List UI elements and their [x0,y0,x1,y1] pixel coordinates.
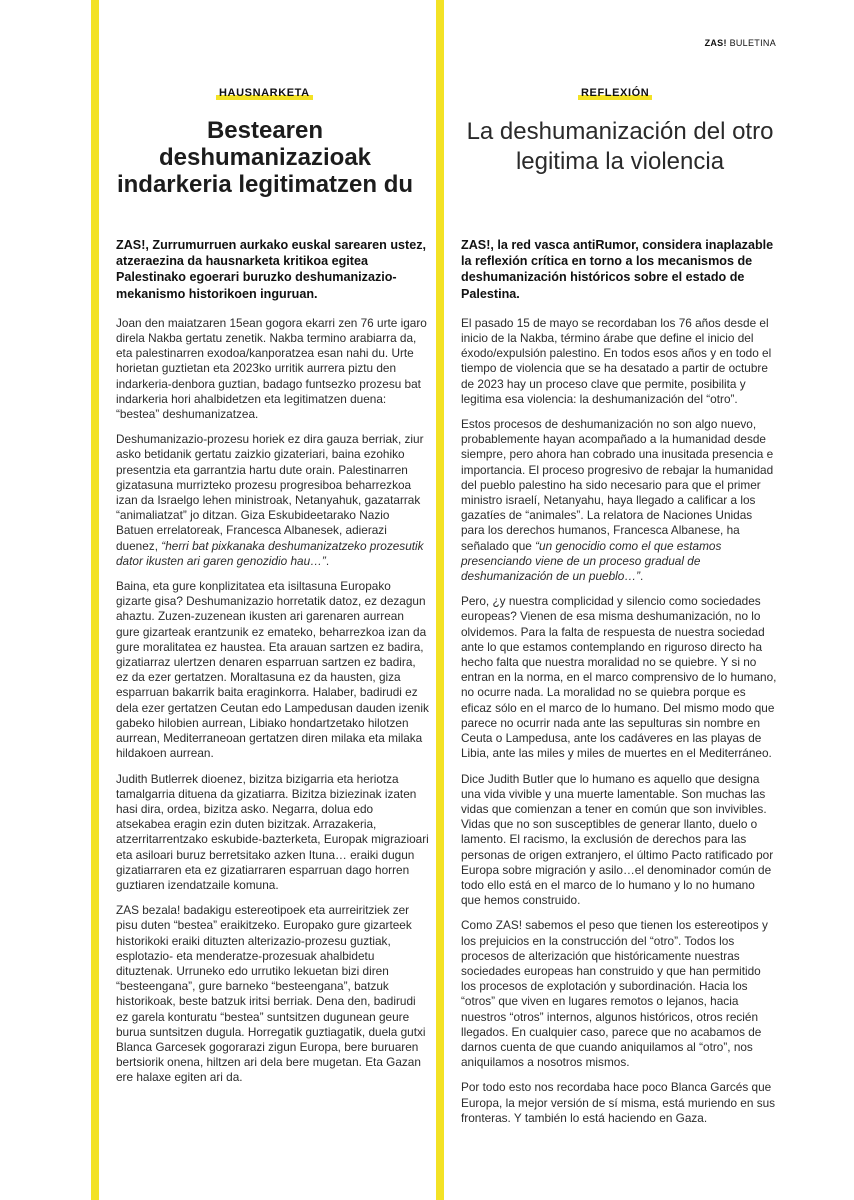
body-paragraph-3: Baina, eta gure konplizitatea eta isiltasuna Europako gizarte gisa? Deshumanizazio horretatik datoz, ez dezagun ahaztu. Zuzen-zuzenean ikusten ari garenaren aurrean gure gizarteak erantzunik ez emateko, beharrezkoa izan da gure moralitatea ez haustea. Eta arauan sartzen ez badira, gizatiarraz ulertzen denaren esparruan sartzen ez badira, ez da ezer gertatzen. Moraltasuna ez da hausten, giza esparruan bakarrik baita eraginkorra. Halaber, badirudi ez dela ezer gertatzen Ceutan edo Lampedusan dauden izenik gabeko hilobien aurrean, Libiako hondartzetako hilotzen aurrean, Mediterraneoan gertatzen diren milaka eta milaka hildakoen aurrean. [116,579,429,761]
paragraph-end: . [325,553,330,568]
body-paragraph-2 [461,417,777,584]
accent-bar-right [436,0,444,1200]
article-title-spanish: La deshumanización del otro legitima la violencia [466,118,774,175]
quote-text: “herri bat pixkanaka deshumanizatzeko prozesutik dator ikusten ari garen genozidio hau…” [116,538,424,568]
body-paragraph-6: Por todo esto nos recordaba hace poco Blanca Garcés que Europa, la mejor versión de sí misma, está muriendo en sus fronteras. Y también lo está haciendo en Gaza. [461,1080,776,1125]
body-paragraph-2 [116,432,429,569]
spanish-column [461,237,777,1136]
quote-text: “un genocidio como el que estamos presenciando viene de un proceso gradual de deshumanización de un pueblo…” [461,538,722,584]
body-paragraph-5: Como ZAS! sabemos el peso que tienen los estereotipos y los prejuicios en la construcción del “otro”. Todos los procesos de alterización que históricamente nuestras sociedades europeas han construido y que han permitido los procesos de explotación y subordinación. Hacia los “otros” que viven en lugares remotos o lejanos, hacia nuestros “otros” internos, algunos históricos, otros recién llegados. En cualquier caso, parece que no acabamos de darnos cuenta de que cuando aniquilamos al “otro”, nos aniquilamos a nosotros mismos. [461,918,768,1070]
paragraph-text: Deshumanizazio-prozesu horiek ez dira gauza berriak, ziur asko betidanik gertatu zaizkio gizateriari, baina ezohiko presentzia eta garrantzia hartu dute orain. Palestinarren gizatasuna murrizteko prozesu progresiboa beharrezkoa izan da Israelgo lehen ministroak, Netanyahuk, gazatarrak “animaliatzat” jo ditzan. Giza Eskubideetarako Nazio Batuen errelatoreak, Francesca Albanesek, adierazi duenez, [116,432,424,553]
paragraph-text: Estos procesos de deshumanización no son algo nuevo, probablemente hayan acompañado a la humanidad desde siempre, pero ahora han cobrado una inusitada presencia e importancia. El proceso progresivo de rebajar la humanidad del pueblo palestino ha sido necesario para que el primer ministro israelí, Netanyahu, haya llegado a calificar a los gazatíes de “animales”. La relatora de Naciones Unidas para los derechos humanos, Francesca Albanese, ha señalado que [461,417,774,553]
publication-brand [705,38,776,48]
body-paragraph-4: Dice Judith Butler que lo humano es aquello que designa una vida vivible y una muerte lamentable. Son muchas las vidas que comienzan a tener en común que son invivibles. Vidas que no son susceptibles de generar llanto, duelo o lamento. El racismo, la exclusión de derechos para las personas de origen extranjero, el último Pacto ratificado por Europa sobre migración y asilo…el denominador común de todo ello está en el marco de lo humano y lo no humano que hemos construido. [461,771,774,908]
section-kicker-right: REFLEXIÓN [578,87,652,100]
body-paragraph-1: El pasado 15 de mayo se recordaban los 76 años desde el inicio de la Nakba, término árabe que define el inicio del éxodo/expulsión palestino. En todos esos años y en todo el tiempo de violencia que se ha desatado a partir de octubre de 2023 hay un proceso clave que permite, posibilita y legitima esa violencia: la deshumanización del “otro”. [461,315,772,406]
brand-rest: BULETINA [726,38,776,48]
body-paragraph-3: Pero, ¿y nuestra complicidad y silencio como sociedades europeas? Vienen de esa misma deshumanización, no lo olvidemos. Para la falta de respuesta de nuestra sociedad ante lo que estamos contemplando en riguroso directo ha hecho falta que nuestra moralidad no se quiebre. Y si no entran en la norma, en el marco comprensivo de lo humano, no ocurre nada. La moralidad no se quiebra porque es eficaz sólo en el marco de lo humano. Del mismo modo que parece no ocurrir nada ante las sepulturas sin nombre en Ceuta o Lampedusa, ante los cadáveres en las playas de Libia, ante las miles y miles de muertes en el Mediterráneo. [461,594,777,761]
body-paragraph-4: Judith Butlerrek dioenez, bizitza bizigarria eta heriotza tamalgarria dituena da gizatiarra. Bizitza biziezinak izaten hasi dira, ordea, bizitza asko. Negarra, dolua edo atsekabea eragin ezin duten bizitzak. Arrazakeria, atzerritarrentzako eskubide-bazterketa, Europak migrazioari eta asiloari buruz berretsitako azken Ituna… eraiki dugun gizatiarraren eta ez gizatiarraren esparruan dago horren guztiaren izendatzaile komuna. [116,771,429,892]
body-paragraph-5: ZAS bezala! badakigu estereotipoek eta aurreiritziek zer pisu duten “bestea” eraikitzeko. Europako gure gizarteek historikoki eraiki dituzten alterizazio-prozesu guztiak, esplotazio- eta menderatze-prozesuak ahalbidetu dituztenak. Urruneko edo urrutiko lekuetan bizi diren “besteengana”, gure barneko “besteengana”, batzuk historikoak, beste batzuk iritsi berriak. Dena den, badirudi ez garela konturatu “bestea” suntsitzen dugunean geure burua suntsitzen dugula. Horregatik guztiagatik, duela gutxi Blanca Garcesek gogorarazi zigun Europa, bere buruaren bertsiorik onena, hiltzen ari dela bere mugetan. Eta Gazan ere halaxe egiten ari da. [116,903,426,1085]
lead-paragraph: ZAS!, la red vasca antiRumor, considera inaplazable la reflexión crítica en torno a los mecanismos de deshumanización históricos sobre el estado de Palestina. [461,238,774,301]
body-paragraph-1: Joan den maiatzaren 15ean gogora ekarri zen 76 urte igaro direla Nakba gertatu zenetik. Nakba termino arabiarra da, eta palestinarren exodoa/kanporatzea esan nahi du. Urte horietan guztietan eta 2023ko urritik aurrera piztu den indarkeria-denbora guztian, badago funtsezko prozesu bat indarkeria hori ahalbidetzen eta legitimatzen duena: “bestea” deshumanizatzea. [116,315,427,422]
brand-bold: ZAS! [704,38,727,48]
section-kicker-left: HAUSNARKETA [216,87,313,100]
article-title-basque: Bestearen deshumanizazioak indarkeria legitimatzen du [116,117,414,198]
basque-column [116,237,429,1096]
paragraph-end: . [640,569,644,584]
lead-paragraph: ZAS!, Zurrumurruen aurkako euskal sarearen ustez, atzeraezina da hausnarketa kritikoa egitea Palestinako egoerari buruzko deshumanizazio-mekanismo historikoen inguruan. [116,238,427,301]
accent-bar-left [91,0,99,1200]
